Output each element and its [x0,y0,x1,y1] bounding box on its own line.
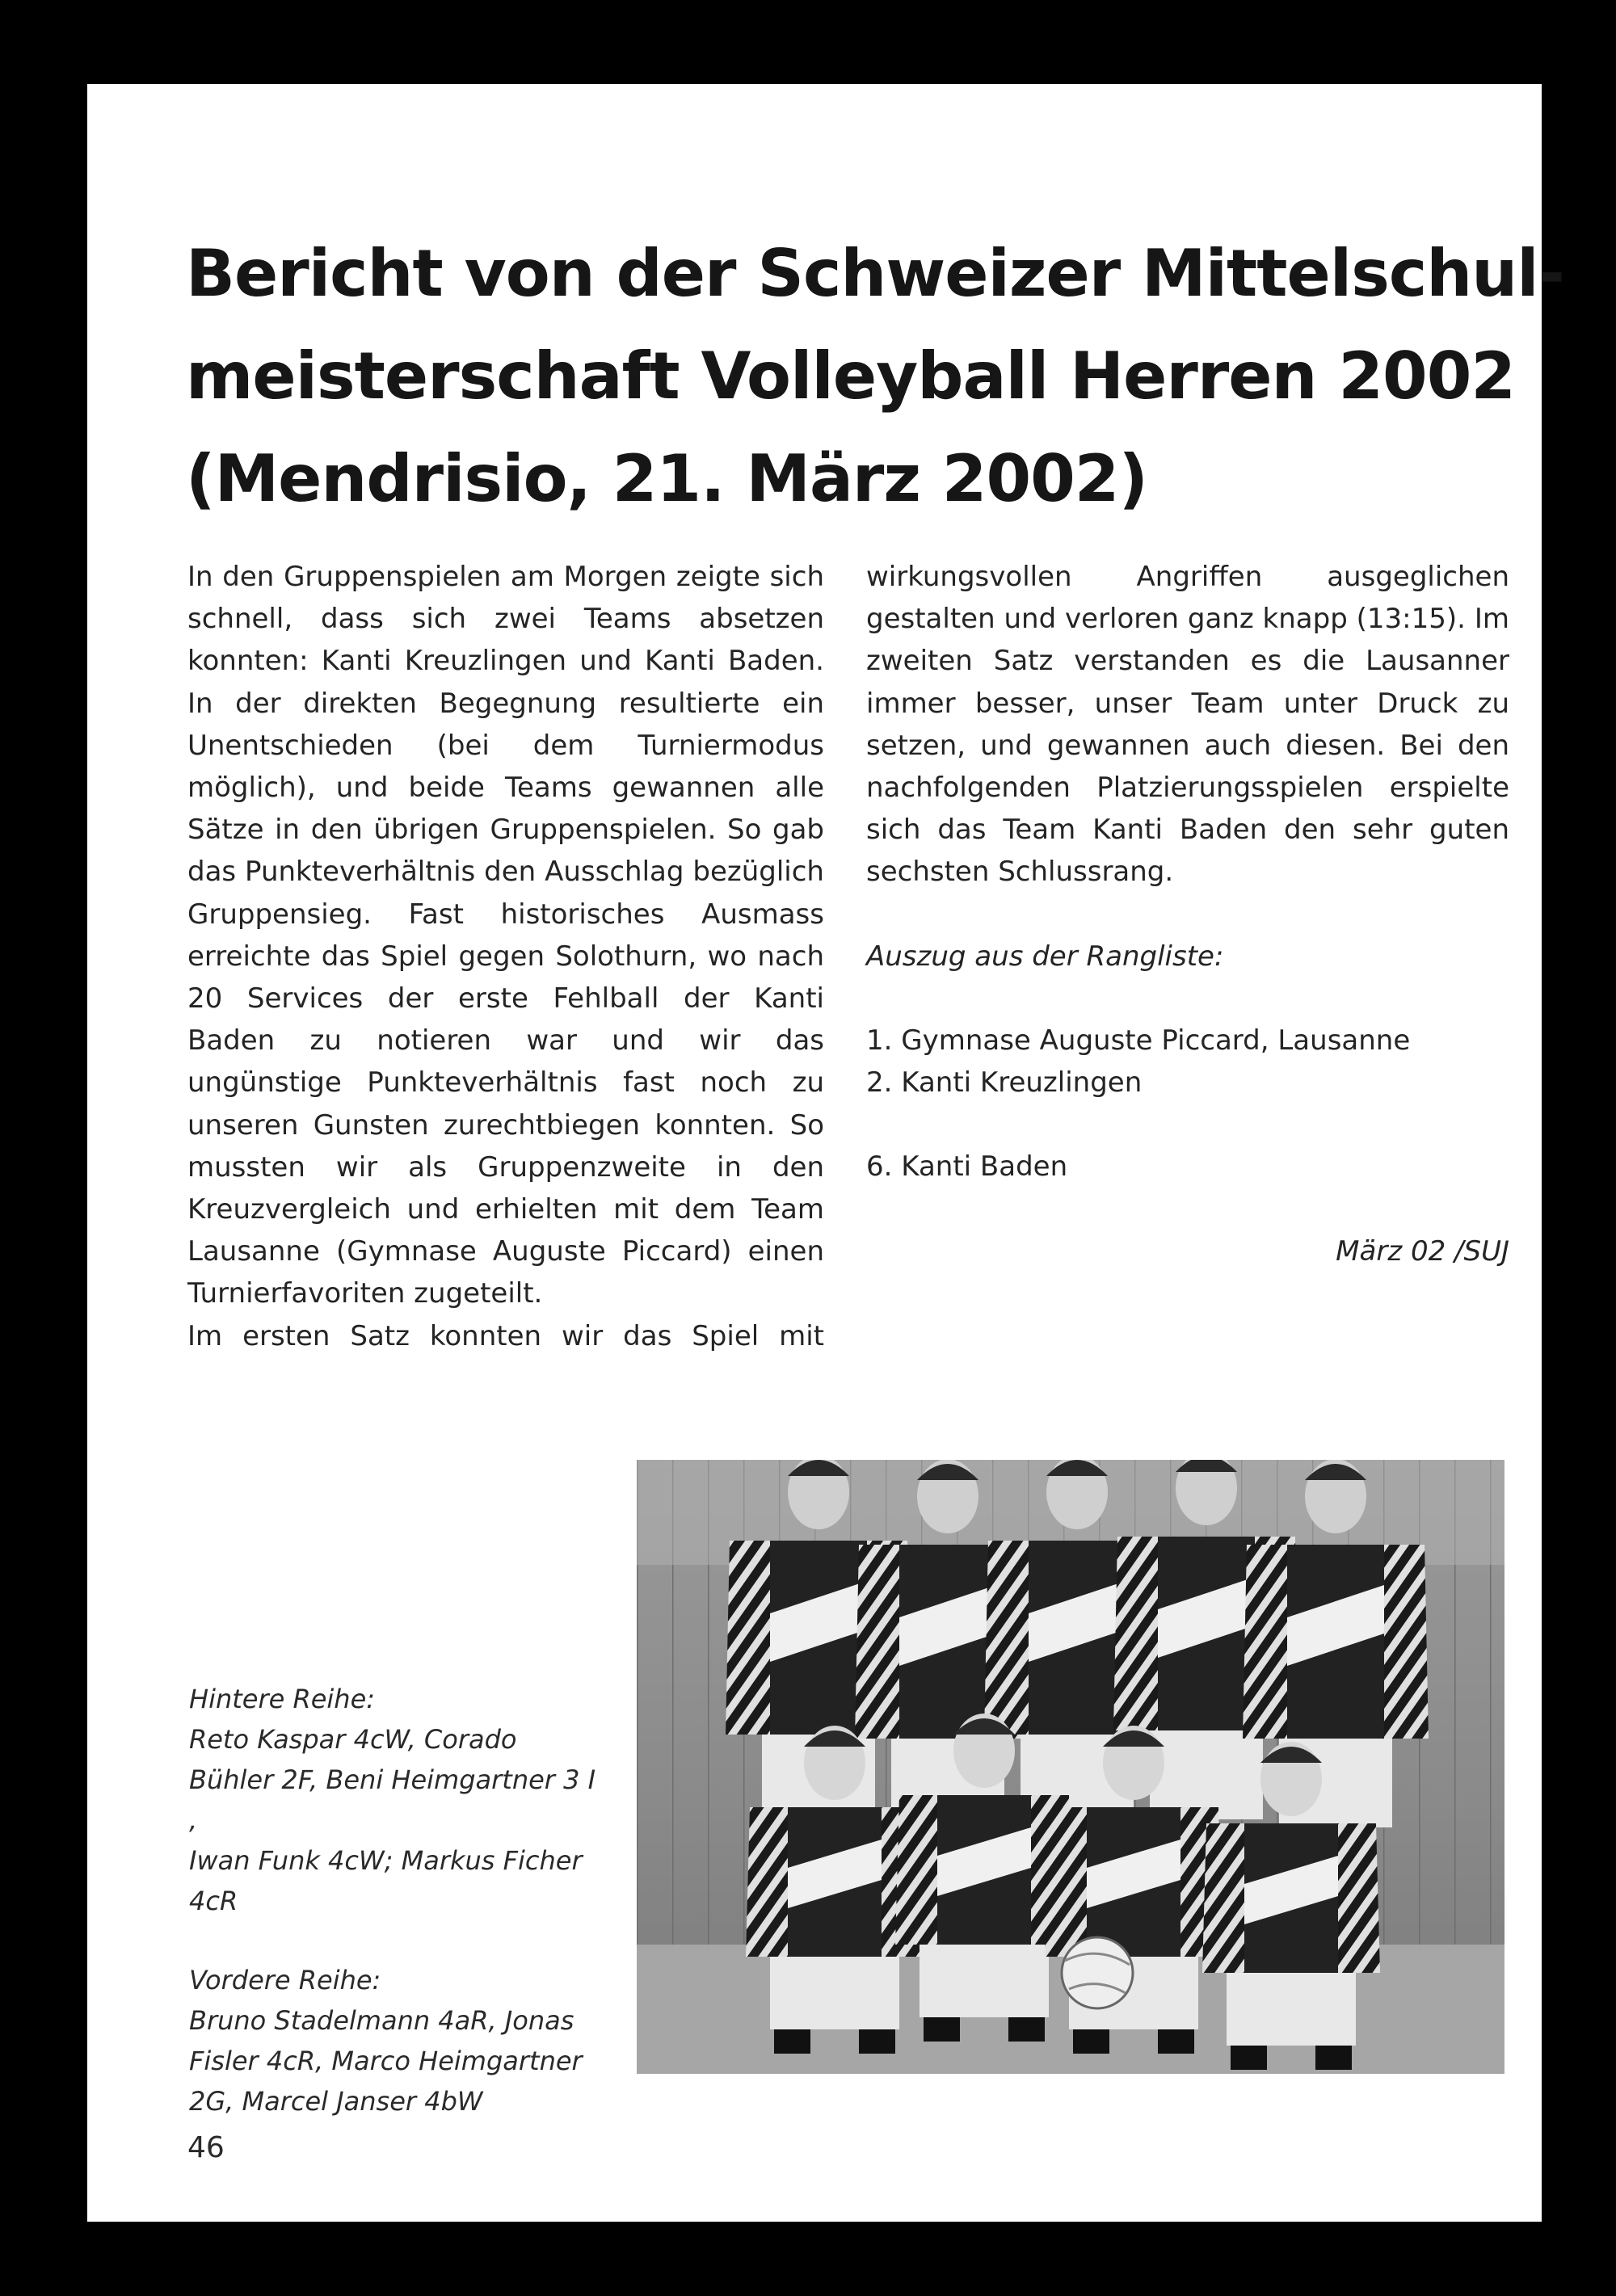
front-row-name-line: Fisler 4cR, Marco Heimgartner [189,2046,583,2076]
front-row-name-line: 2G, Marcel Janser 4bW [189,2086,483,2117]
photo-caption [189,1679,609,2121]
title-line-3: (Mendrisio, 21. März 2002) [186,441,1148,516]
team-photo [637,1460,1504,2074]
author-signature: März 02 /SUJ [1336,1234,1509,1268]
back-row-name-line: Bühler 2F, Beni Heimgartner 3 I , [189,1764,596,1836]
right-paragraph-1: wirkungsvollen Angriffen ausgeglichen gestalten und verloren ganz knapp (13:15). Im zweiten Satz verstanden es die Lausanner immer besser, unser Team unter Druck zu setzen, und gewannen auch diesen. Bei den nachfolgenden Platzierungsspielen erspielte sich das Team Kanti Baden den sehr guten sechsten Schlussrang. [866,561,1509,889]
back-row-name-line: 4cR [189,1886,238,1916]
article-title [186,222,1564,530]
ranking-list [866,1020,1509,1188]
title-line-2: meisterschaft Volleyball Herren 2002 [186,339,1516,414]
left-text-column [187,556,824,1357]
left-paragraph-1: In den Gruppenspielen am Morgen zeigte sich schnell, dass sich zwei Teams absetzen konnten: Kanti Kreuzlingen und Kanti Baden. In der direkten Begegnung resultierte ein Unentschieden (bei dem Turniermodus möglich), und beide Teams gewannen alle Sätze in den übrigen Gruppenspielen. So gab das Punkteverhältnis den Ausschlag bezüglich Gruppensieg. Fast historisches Ausmass erreichte das Spiel gegen Solothurn, wo nach 20 Services der erste Fehlball der Kanti Baden zu notieren war und wir das ungünstige Punkteverhältnis fast noch zu unseren Gunsten zurechtbiegen konnten. So mussten wir als Gruppenzweite in den Kreuzvergleich und erhielten mit dem Team Lausanne (Gymnase Auguste Piccard) einen Turnierfavoriten zugeteilt. [187,561,824,1310]
front-row-label: Vordere Reihe: [189,1965,381,1995]
page-number: 46 [187,2131,225,2164]
ranking-item: 6. Kanti Baden [866,1150,1068,1184]
ranking-heading: Auszug aus der Rangliste: [866,940,1224,973]
volleyball-icon [1062,1937,1133,2008]
back-row-name-line: Iwan Funk 4cW; Markus Ficher [189,1845,583,1876]
left-paragraph-2: Im ersten Satz konnten wir das Spiel mit [187,1319,824,1352]
front-row-name-line: Bruno Stadelmann 4aR, Jonas [189,2005,574,2036]
team-photo-drawing [637,1460,1504,2074]
ranking-item: 2. Kanti Kreuzlingen [866,1066,1143,1100]
ranking-gap [866,1104,1509,1146]
back-row-name-line: Reto Kaspar 4cW, Corado [189,1724,517,1755]
ranking-item: 1. Gymnase Auguste Piccard, Lausanne [866,1024,1411,1057]
right-text-column [866,556,1509,1272]
back-row-label: Hintere Reihe: [189,1684,376,1714]
title-line-1: Bericht von der Schweizer Mittelschul- [186,236,1564,311]
caption-gap [189,1921,609,1960]
